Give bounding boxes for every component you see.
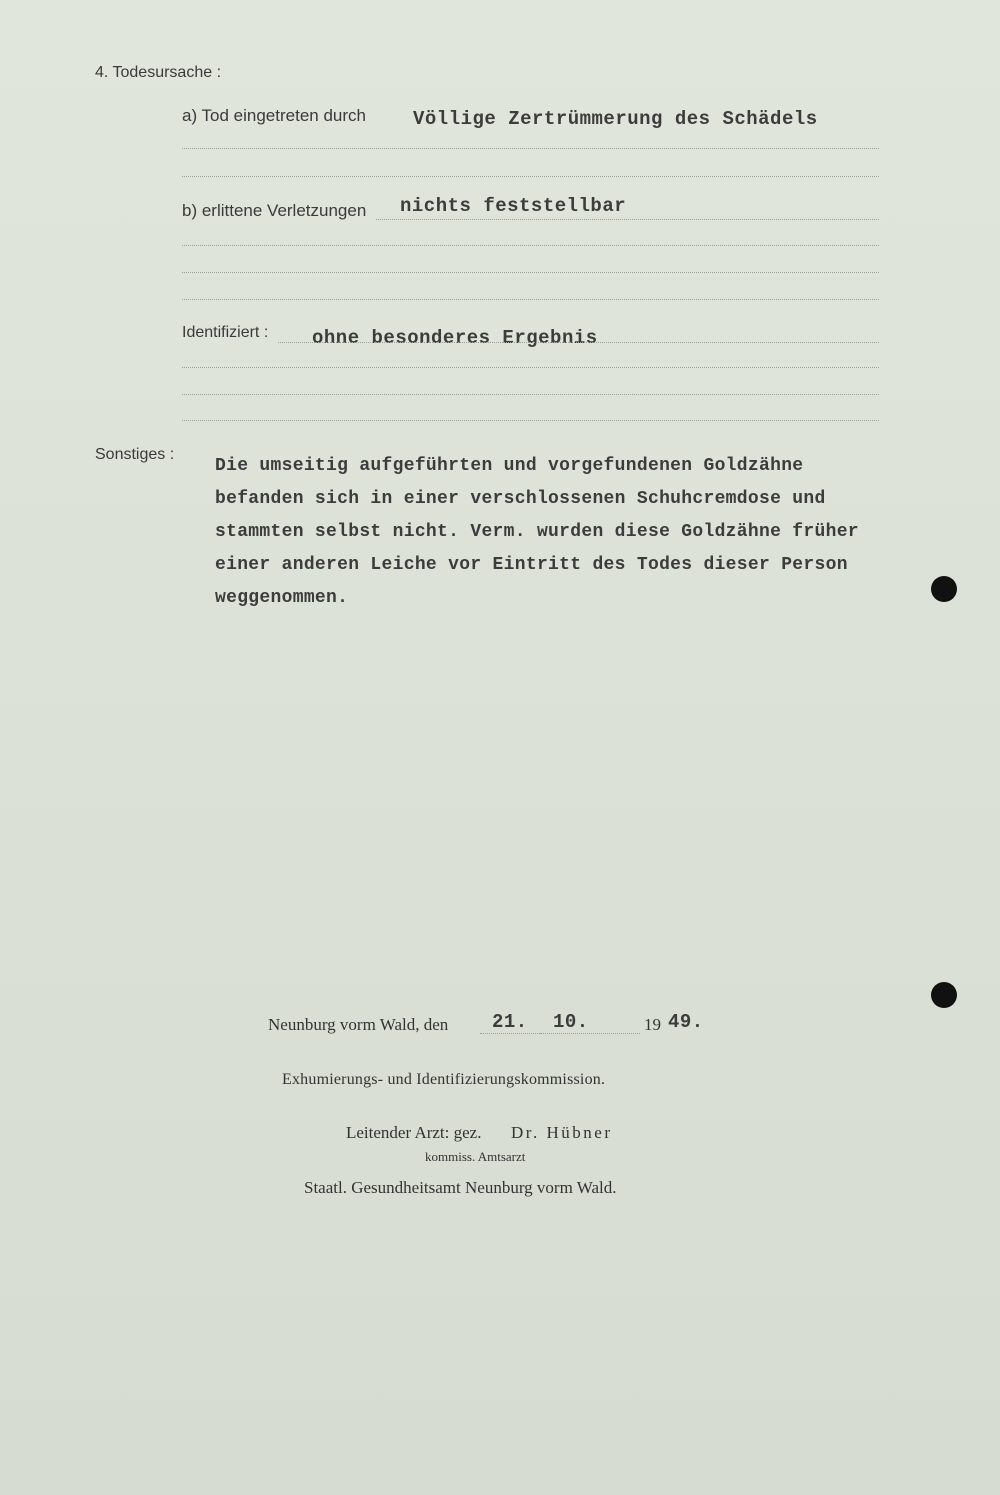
dotted-line [182,272,879,273]
misc-line: weggenommen. [215,588,349,608]
dotted-line [540,1033,640,1034]
misc-line: befanden sich in einer verschlossenen Schuhcremdose und [215,489,826,509]
injuries-label: b) erlittene Verletzungen [182,201,367,220]
section-heading: 4. Todesursache : [95,64,222,81]
misc-line: einer anderen Leiche vor Eintritt des Todes dieser Person [215,555,848,575]
year-suffix: 49. [668,1011,704,1033]
identified-value: ohne besonderes Ergebnis [312,327,598,349]
doctor-name: Dr. Hübner [511,1123,613,1142]
punch-hole [931,982,957,1008]
dotted-line [182,420,879,421]
dotted-line [182,367,879,368]
date-month: 10. [553,1011,589,1033]
place-label: Neunburg vorm Wald, den [268,1015,449,1034]
year-prefix: 19 [644,1015,661,1034]
dotted-line [182,394,879,395]
commission-title: Exhumierungs- und Identifizierungskommission. [282,1071,606,1088]
punch-hole [931,576,957,602]
cause-of-death-label: a) Tod eingetreten durch [182,106,366,125]
misc-line: Die umseitig aufgeführten und vorgefundenen Goldzähne [215,456,804,476]
cause-of-death-value: Völlige Zertrümmerung des Schädels [413,108,818,130]
misc-line: stammten selbst nicht. Verm. wurden diese Goldzähne früher [215,522,859,542]
office-name: Staatl. Gesundheitsamt Neunburg vorm Wald. [304,1178,617,1197]
dotted-line [278,342,879,343]
doctor-title: kommiss. Amtsarzt [425,1149,526,1164]
dotted-line [182,148,879,149]
dotted-line [480,1033,540,1034]
misc-text [215,450,859,615]
dotted-line [182,176,879,177]
injuries-value: nichts feststellbar [400,195,627,217]
identified-label: Identifiziert : [182,324,269,341]
dotted-line [182,245,879,246]
dotted-line [376,219,879,220]
misc-label: Sonstiges : [95,446,175,463]
dotted-line [182,299,879,300]
date-day: 21. [492,1011,528,1033]
doctor-prefix: Leitender Arzt: gez. [346,1123,482,1142]
